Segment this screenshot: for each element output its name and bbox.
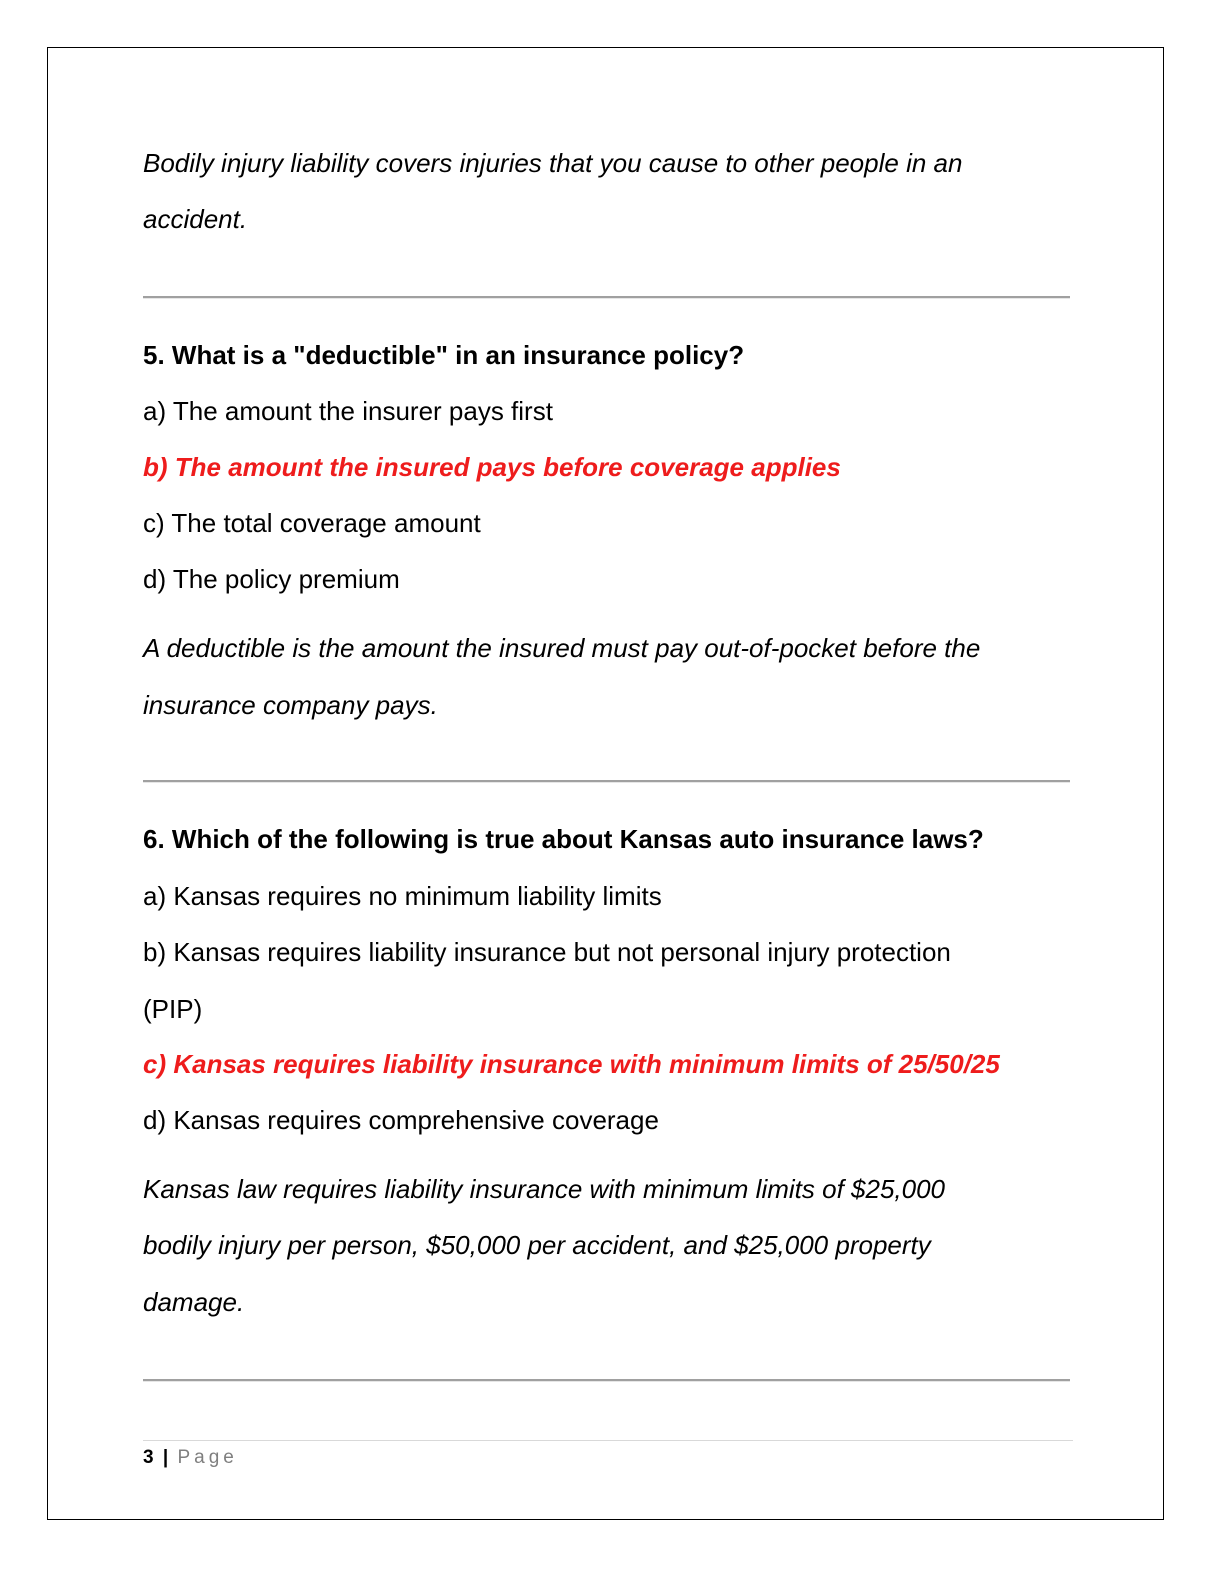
intro-explanation-line-1: Bodily injury liability covers injuries that you cause to other people in an bbox=[143, 148, 963, 178]
question-5-explanation-line-2: insurance company pays. bbox=[143, 690, 438, 720]
question-5-option-d: d) The policy premium bbox=[143, 564, 400, 594]
question-6-option-c-correct: c) Kansas requires liability insurance with minimum limits of 25/50/25 bbox=[143, 1049, 1000, 1079]
question-5-option-a: a) The amount the insurer pays first bbox=[143, 396, 553, 426]
question-6-explanation-line-1: Kansas law requires liability insurance with minimum limits of $25,000 bbox=[143, 1174, 946, 1204]
footer-rule bbox=[143, 1440, 1073, 1441]
separator-rule bbox=[143, 1379, 1070, 1381]
intro-explanation-line-2: accident. bbox=[143, 204, 248, 234]
page-label: Page bbox=[177, 1447, 238, 1468]
question-6-explanation-line-3: damage. bbox=[143, 1287, 245, 1317]
question-5-option-c: c) The total coverage amount bbox=[143, 508, 481, 538]
footer-separator: | bbox=[162, 1447, 169, 1468]
question-5-option-b-correct: b) The amount the insured pays before coverage applies bbox=[143, 452, 841, 482]
question-6-explanation-line-2: bodily injury per person, $50,000 per accident, and $25,000 property bbox=[143, 1230, 931, 1260]
question-6-option-d: d) Kansas requires comprehensive coverage bbox=[143, 1105, 659, 1135]
separator-rule bbox=[143, 780, 1070, 782]
page-footer bbox=[143, 1446, 238, 1470]
question-6-option-b: b) Kansas requires liability insurance but not personal injury protection bbox=[143, 937, 951, 967]
question-5-title: 5. What is a "deductible" in an insurance policy? bbox=[143, 340, 745, 370]
question-5-explanation-line-1: A deductible is the amount the insured must pay out-of-pocket before the bbox=[143, 633, 981, 663]
question-6-option-b-continued: (PIP) bbox=[143, 994, 203, 1024]
separator-rule bbox=[143, 296, 1070, 298]
question-6-option-a: a) Kansas requires no minimum liability limits bbox=[143, 881, 662, 911]
page-number: 3 bbox=[143, 1447, 154, 1468]
question-6-title: 6. Which of the following is true about Kansas auto insurance laws? bbox=[143, 824, 984, 854]
